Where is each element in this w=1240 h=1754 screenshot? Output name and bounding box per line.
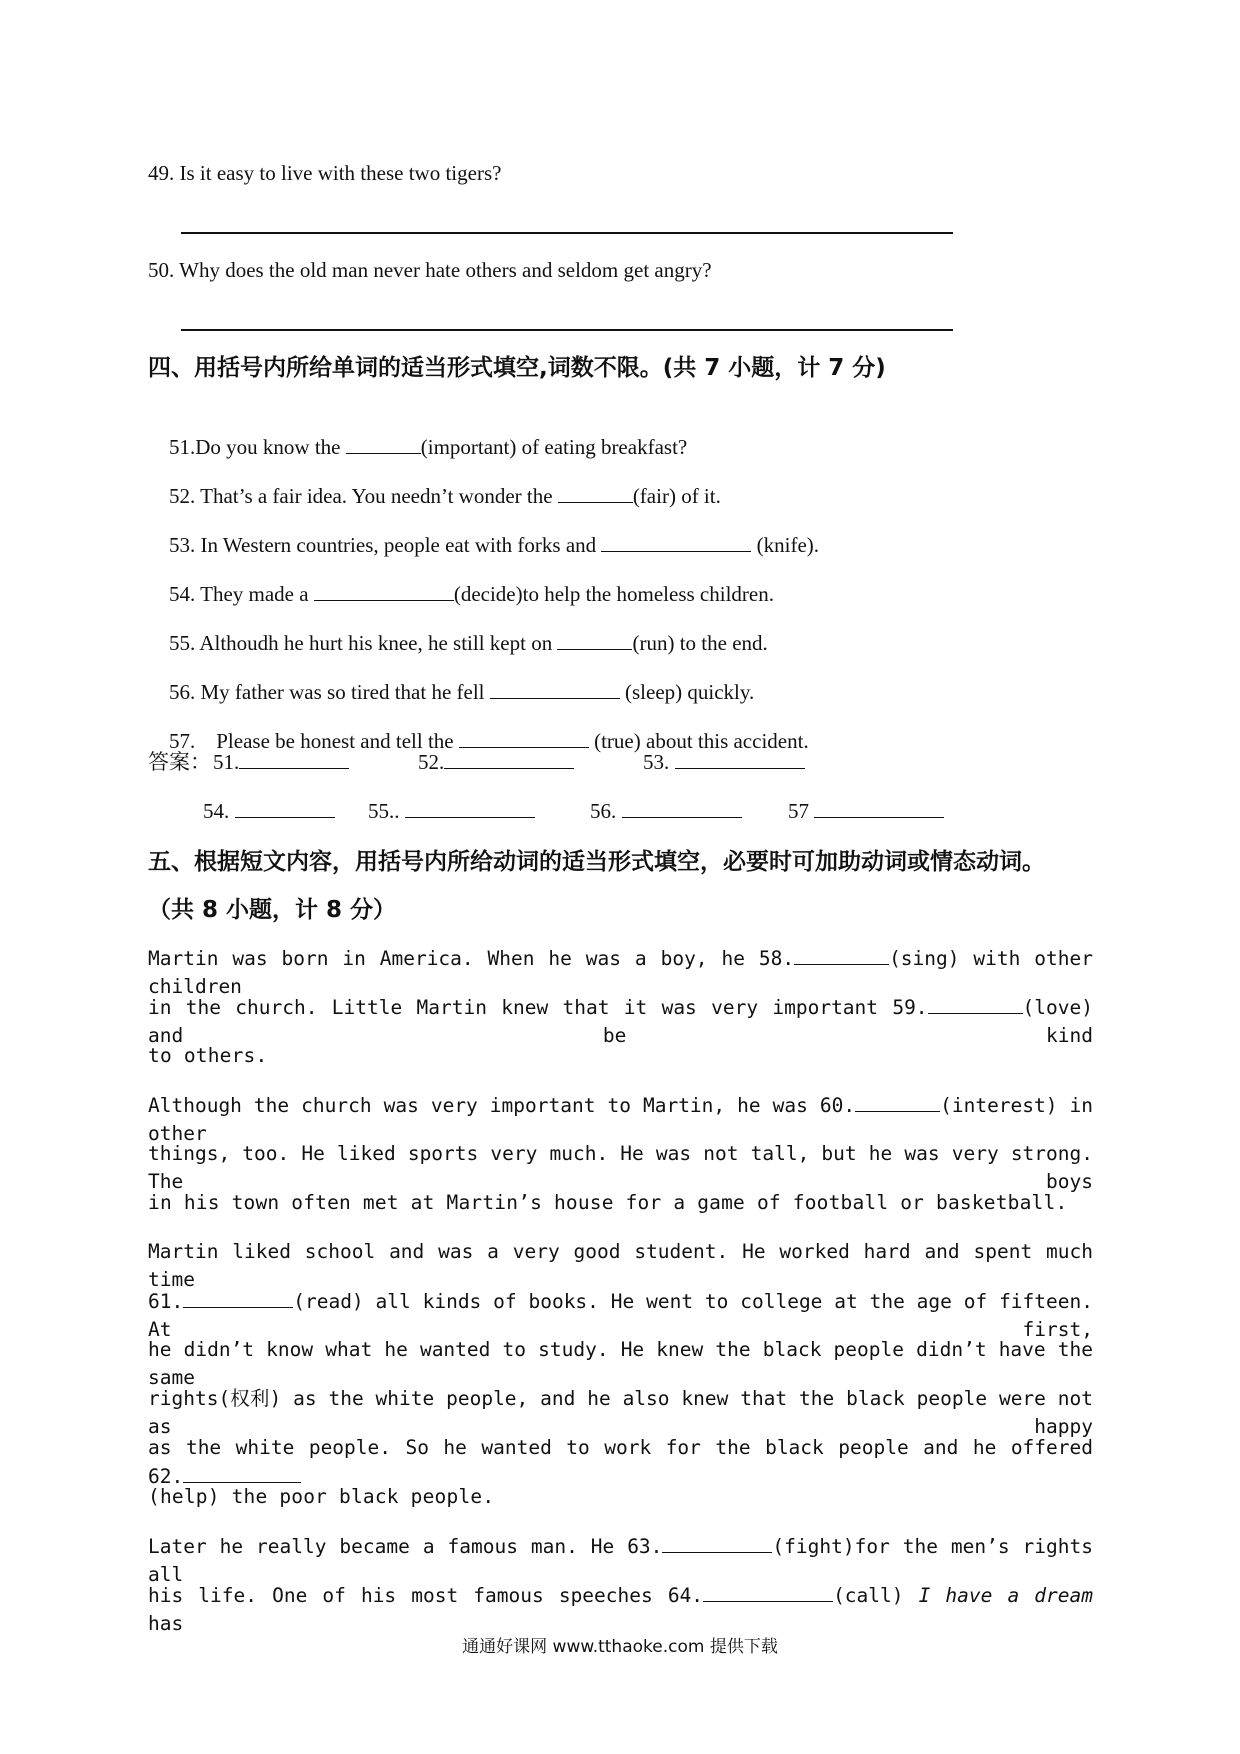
speech-title: I have a dream xyxy=(918,1584,1093,1607)
passage-line-2 xyxy=(148,993,1093,1050)
answer-57 xyxy=(788,797,944,825)
blank-64[interactable] xyxy=(703,1581,833,1602)
item-52-hint: (fair) of it. xyxy=(632,484,721,508)
passage-text: (fight)for the men’s rights all xyxy=(148,1535,1093,1586)
blank-61[interactable] xyxy=(183,1287,293,1308)
answer-54 xyxy=(203,797,335,825)
answer-53-number: 53. xyxy=(643,750,675,774)
item-52-text: 52. That’s a fair idea. You needn’t wonder the xyxy=(169,484,558,508)
blank-51[interactable] xyxy=(346,433,421,454)
item-54-text: 54. They made a xyxy=(169,582,314,606)
item-53-text: 53. In Western countries, people eat with forks and xyxy=(169,533,602,557)
passage-text: Martin was born in America. When he was a boy, he 58. xyxy=(148,947,795,970)
question-49: 49. Is it easy to live with these two tigers? xyxy=(148,161,502,185)
item-51-text: 51.Do you know the xyxy=(169,435,346,459)
answer-51-number: 51. xyxy=(213,750,240,774)
section-4-heading: 四、用括号内所给单词的适当形式填空,词数不限。(共 7 小题，计 7 分) xyxy=(148,355,886,381)
answer-52-blank[interactable] xyxy=(444,748,574,769)
answer-54-number: 54. xyxy=(203,799,235,823)
passage-line-6: in his town often met at Martin’s house for a game of football or basketball. xyxy=(148,1191,1068,1214)
answer-line-49 xyxy=(181,232,953,234)
blank-53[interactable] xyxy=(601,531,751,552)
item-51-hint: (important) of eating breakfast? xyxy=(420,435,688,459)
answer-56 xyxy=(590,797,742,825)
passage-line-7: Martin liked school and was a very good student. He worked hard and spent much time xyxy=(148,1240,1093,1291)
answer-51-blank[interactable] xyxy=(239,748,349,769)
answer-55-number: 55.. xyxy=(368,799,405,823)
blank-57[interactable] xyxy=(459,727,589,748)
answer-53-blank[interactable] xyxy=(675,748,805,769)
passage-line-14 xyxy=(148,1581,1093,1638)
passage-text: Although the church was very important to Martin, he was 60. xyxy=(148,1094,856,1117)
blank-52[interactable] xyxy=(558,482,633,503)
question-50: 50. Why does the old man never hate others and seldom get angry? xyxy=(148,258,712,282)
item-56-text: 56. My father was so tired that he fell xyxy=(169,680,490,704)
passage-line-5: things, too. He liked sports very much. He was not tall, but he was very strong. The boys xyxy=(148,1142,1093,1193)
item-54-hint: (decide)to help the homeless children. xyxy=(453,582,774,606)
passage-line-3: to others. xyxy=(148,1044,268,1067)
blank-58[interactable] xyxy=(794,944,889,965)
passage-text: (love) and be kind xyxy=(148,996,1093,1047)
section-5-heading-line-2: （共 8 小题，计 8 分） xyxy=(148,897,397,923)
passage-text: 61. xyxy=(148,1290,184,1313)
answer-56-number: 56. xyxy=(590,799,622,823)
passage-text: (interest) in other xyxy=(148,1094,1093,1145)
passage-text: Later he really became a famous man. He 63. xyxy=(148,1535,663,1558)
blank-54[interactable] xyxy=(314,580,454,601)
item-55-hint: (run) to the end. xyxy=(632,631,768,655)
blank-59[interactable] xyxy=(928,993,1023,1014)
answer-label: 答案： xyxy=(148,750,211,774)
blank-60[interactable] xyxy=(855,1091,940,1112)
blank-56[interactable] xyxy=(490,678,620,699)
section-5-heading-line-1: 五、根据短文内容，用括号内所给动词的适当形式填空，必要时可加助动词或情态动词。 xyxy=(148,849,1045,875)
blank-62[interactable] xyxy=(183,1462,301,1483)
passage-line-10: rights(权利) as the white people, and he also knew that the black people were not as happy xyxy=(148,1387,1093,1438)
passage-text: (read) all kinds of books. He went to college at the age of fifteen. At first, xyxy=(148,1290,1093,1341)
answer-53 xyxy=(643,748,805,776)
answer-52-number: 52. xyxy=(418,750,445,774)
passage-text: his life. One of his most famous speeches 64. xyxy=(148,1584,704,1607)
answer-57-number: 57 xyxy=(788,799,815,823)
blank-63[interactable] xyxy=(662,1532,772,1553)
answer-55-blank[interactable] xyxy=(405,797,535,818)
answer-57-blank[interactable] xyxy=(814,797,944,818)
page-footer: 通通好课网 www.tthaoke.com 提供下载 xyxy=(462,1637,778,1657)
item-53-hint: (knife). xyxy=(751,533,820,557)
passage-text: as the white people. So he wanted to work for the black people and he offered 62. xyxy=(148,1436,1093,1488)
answer-line-50 xyxy=(181,329,953,331)
item-55-text: 55. Althoudh he hurt his knee, he still kept on xyxy=(169,631,558,655)
blank-55[interactable] xyxy=(557,629,632,650)
answer-55 xyxy=(368,797,535,825)
passage-text: has xyxy=(148,1612,184,1635)
item-57-text: 57. Please be honest and tell the xyxy=(169,729,459,753)
item-56-hint: (sleep) quickly. xyxy=(619,680,755,704)
passage-text: (sing) with other children xyxy=(148,947,1093,998)
answer-54-blank[interactable] xyxy=(235,797,335,818)
answer-52 xyxy=(418,748,574,776)
passage-text: in the church. Little Martin knew that it was very important 59. xyxy=(148,996,928,1019)
item-57-hint: (true) about this accident. xyxy=(588,729,809,753)
passage-text: (call) xyxy=(833,1584,919,1607)
passage-line-12: (help) the poor black people. xyxy=(148,1485,495,1508)
answer-51 xyxy=(213,748,349,776)
passage-line-9: he didn’t know what he wanted to study. He knew the black people didn’t have the same xyxy=(148,1338,1093,1389)
answer-56-blank[interactable] xyxy=(622,797,742,818)
